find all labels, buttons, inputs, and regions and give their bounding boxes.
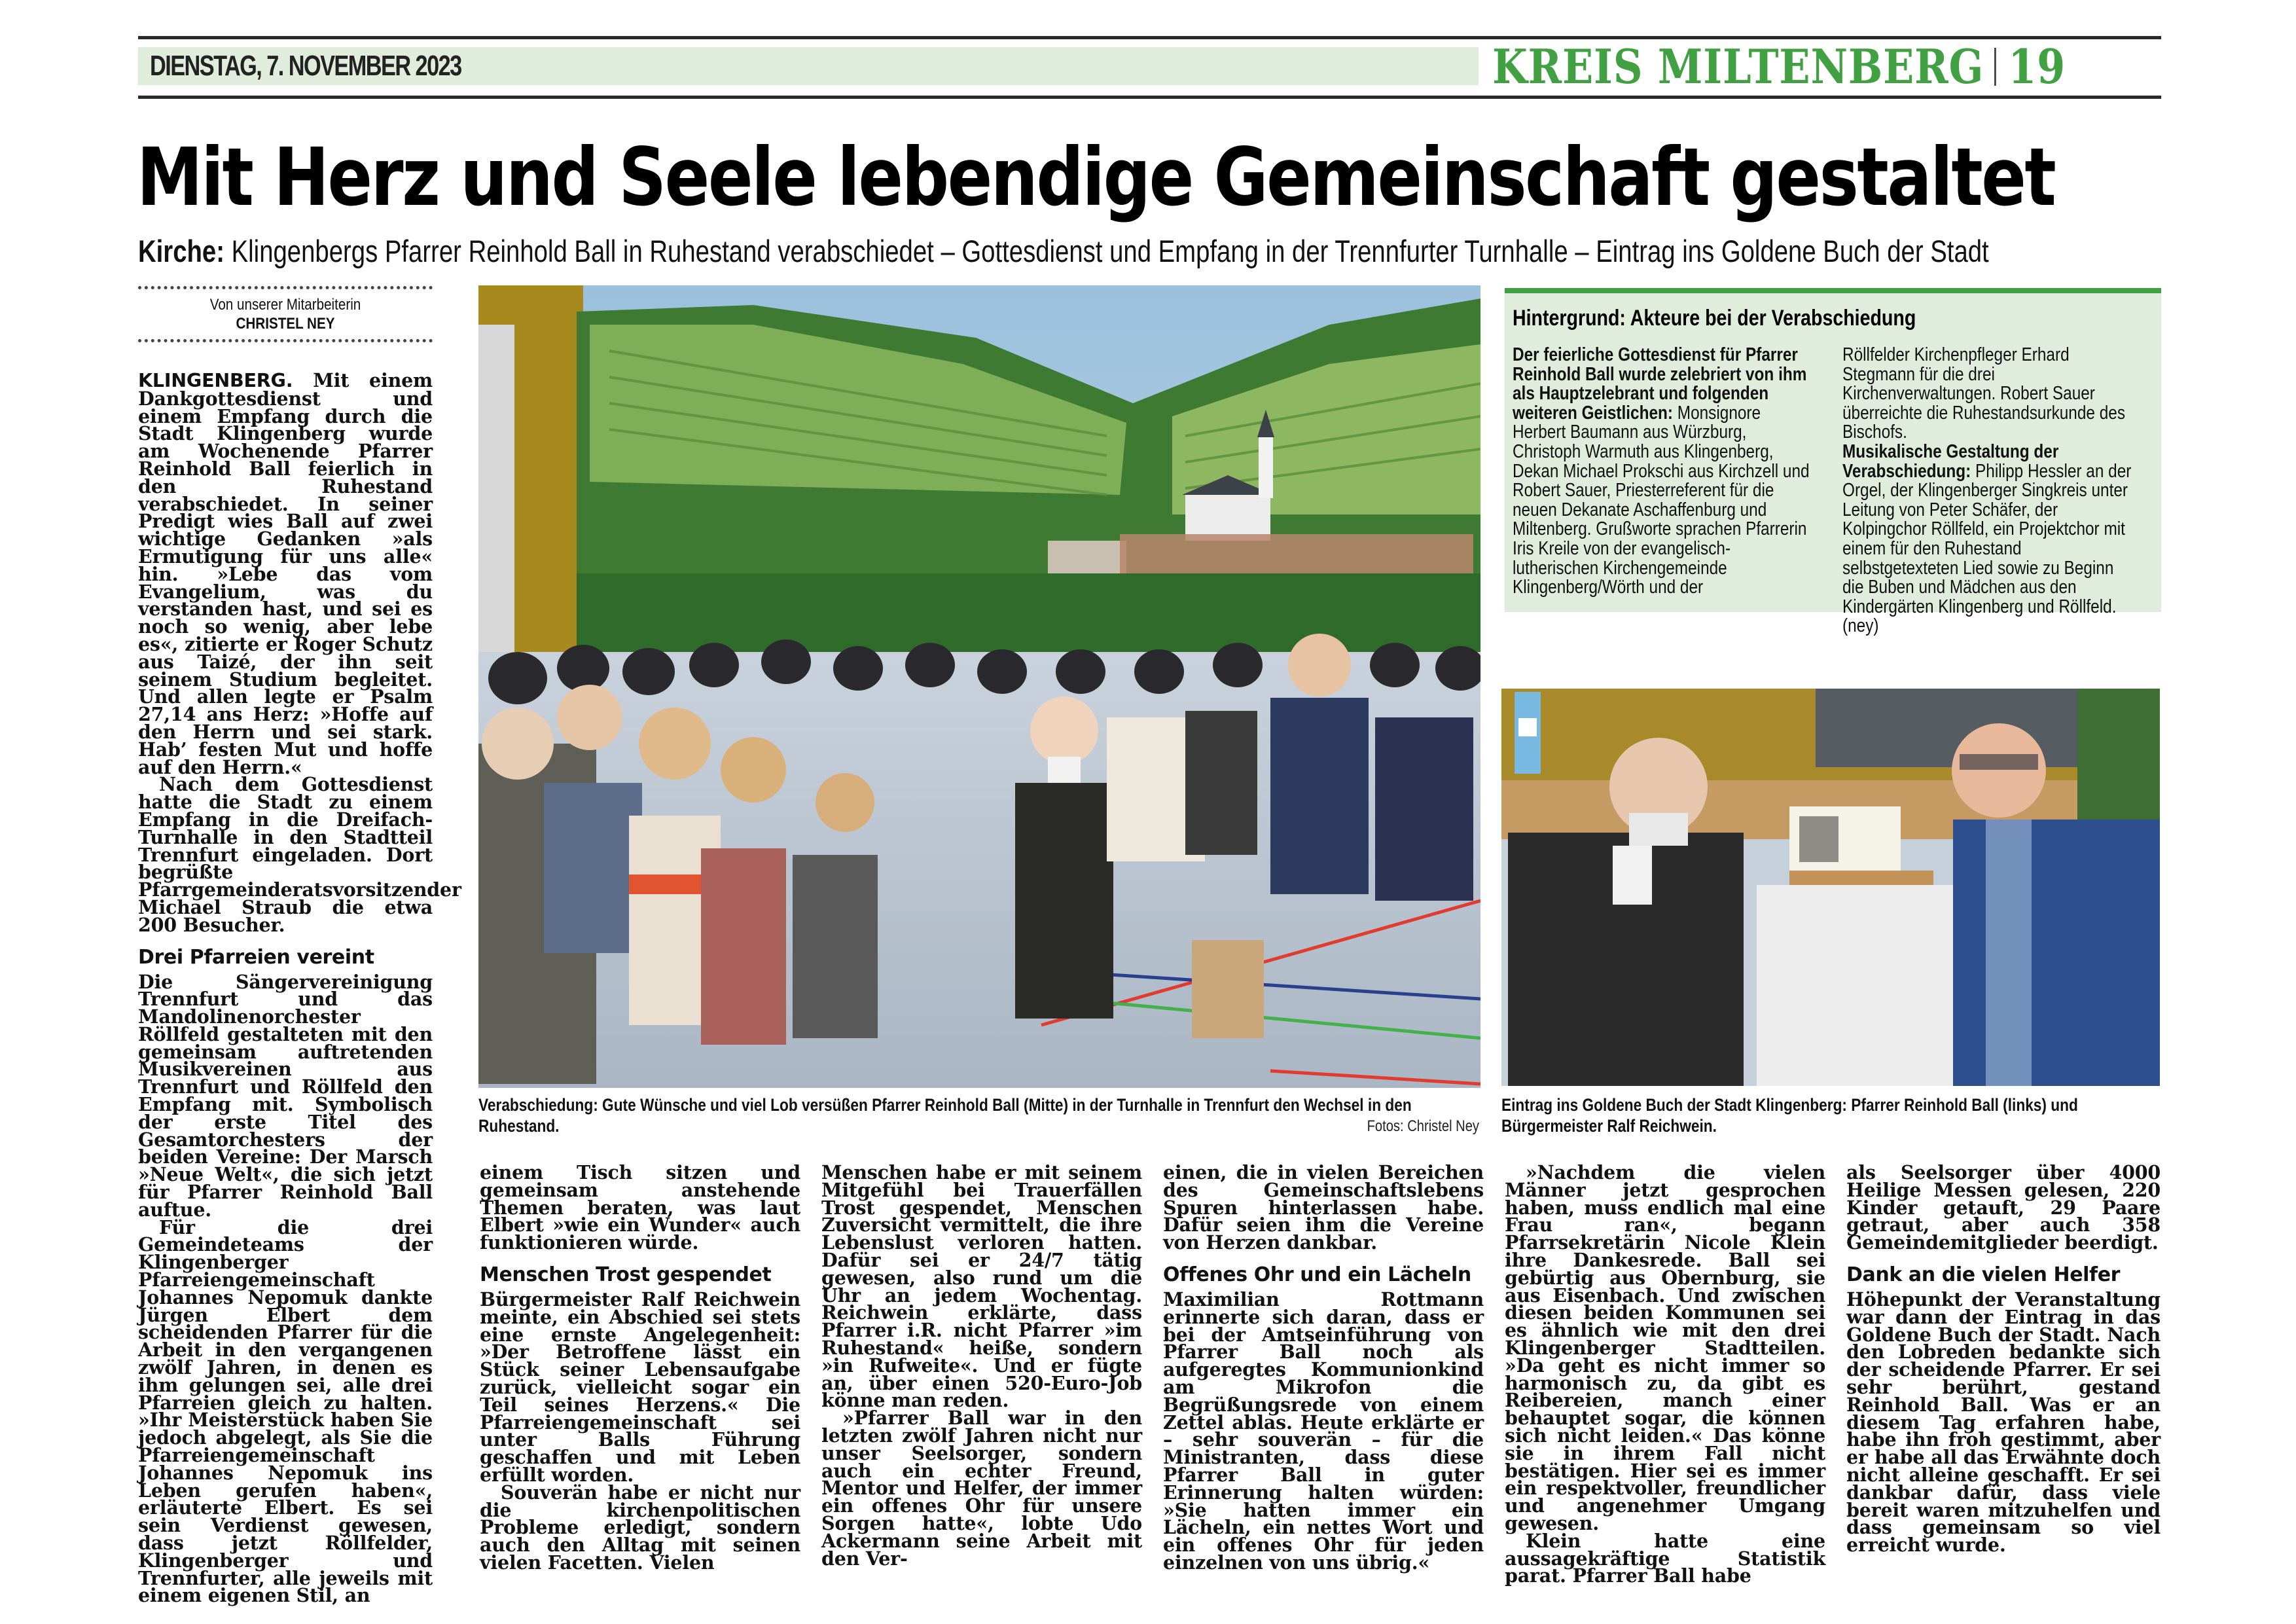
section-title: KREIS MILTENBERG — [1492, 39, 1984, 94]
dateline: KLINGENBERG. — [138, 370, 293, 391]
paragraph: Souverän habe er nicht nur die kirchenpolitischen Probleme erledigt, sondern auch den Alltag mit seinen vielen Facetten. Vielen — [480, 1481, 800, 1574]
paragraph — [138, 369, 433, 778]
audience-photo-illustration — [478, 285, 1480, 1088]
paragraph: einem Tisch sitzen und gemeinsam anstehende Themen beraten, was laut Elbert »wie ein Wunder« auch funktionieren würde. — [480, 1161, 800, 1254]
paragraph: Menschen habe er mit seinem Mitgefühl bei Trauerfällen Trost gespendet, Menschen Zuversicht vermittelt, die ihre Lebenslust verloren hatten. Dafür sei er 24/7 tätig gewesen, also rund um die Uhr an jedem Wochentag. Reichwein erklärte, dass Pfarrer i.R. nicht Pfarrer »im Ruhestand« heiße, sondern »in Rufweite«. Und er fügte an, über einen 520-Euro-Job könne man reden. — [821, 1161, 1142, 1412]
paragraph-text: Mit einem Dankgottesdienst und einem Empfang durch die Stadt Klingenberg wurde am Wochenende Pfarrer Reinhold Ball feierlich in den Ruhestand verabschiedet. In seiner Predigt wies Ball auf zwei wichtige Gedanken »als Ermutigung für uns alle« hin. »Lebe das vom Evangelium, was du verstanden hast, und sei es noch so wenig, aber lebe es«, zitierte er Roger Schutz aus Taizé, der ihn seit seinem Studium begleitet. Und allen legte er Psalm 27,14 ans Herz: »Hoffe auf den Herrn und sei stark. Hab’ festen Mut und hoffe auf den Herrn.« — [138, 369, 433, 778]
subheading: Dank an die vielen Helfer — [1846, 1263, 2121, 1286]
byline-author: CHRISTEL NEY — [236, 315, 335, 333]
page-number: 19 — [2008, 39, 2066, 94]
paragraph: »Nachdem die vielen Männer jetzt gesprochen haben, muss endlich mal eine Frau ran«, begann Pfarrsekretärin Nicole Klein ihre Dankesrede. Ball sei gebürtig aus Obernburg, sie aus Eisenbach. Und zwischen diesen beiden Kommunen sei es ähnlich wie mit den drei Klingenberger Stadtteilen. »Da geht es nicht immer so harmonisch zu, da gibt es Reibereien, manch einer behauptet sogar, die können sich nicht leiden.« Das könne sie in ihrem Fall nicht bestätigen. Hier sei es immer ein respektvoller, freundlicher und angenehmer Umgang gewesen. — [1505, 1161, 1825, 1534]
article-kicker: Kirche: — [138, 234, 224, 268]
paragraph: Höhepunkt der Veranstaltung war dann der Eintrag in das Goldene Buch der Stadt. Nach den Lobreden bedankte sich der scheidende Pfarrer. Er sei sehr berührt, gestand Reinhold Ball. Was er an diesem Tag erfahren habe, habe ihn froh gestimmt, aber er habe all das Erwähnte doch nicht alleine geschafft. Er sei dankbar dafür, dass viele bereit waren mitzuhelfen und dass gemeinsam so viel erreicht wurde. — [1846, 1288, 2161, 1557]
info-box-column-right — [1842, 346, 2140, 636]
article-headline: Mit Herz und Seele lebendige Gemeinschaft gestaltet — [137, 131, 2055, 224]
article-column-1 — [138, 369, 461, 1607]
paragraph: einen, die in vielen Bereichen des Gemeinschaftslebens Spuren hinterlassen habe. Dafür seien ihm die Vereine von Herzen dankbar. — [1163, 1161, 1484, 1254]
paragraph: Bürgermeister Ralf Reichwein meinte, ein Abschied sei stets eine ernste Angelegenheit: »Der Betroffene lässt ein Stück seiner Lebensaufgabe zurück, vielleicht sogar ein Teil seines Herzens.« Die Pfarreiengemeinschaft sei unter Balls Führung geschaffen und mit Leben erfüllt worden. — [480, 1288, 800, 1486]
section-header — [1492, 39, 2066, 94]
subheading: Menschen Trost gespendet — [480, 1263, 772, 1286]
paragraph: Für die drei Gemeindeteams der Klingenberger Pfarreiengemeinschaft Johannes Nepomuk dankte Jürgen Elbert dem scheidenden Pfarrer für die Arbeit in den vergangenen zwölf Jahren, in denen es ihm gelungen sei, alle drei Pfarreien gleich zu halten. »Ihr Meisterstück haben Sie jedoch abgelegt, als Sie die Pfarreiengemeinschaft Johannes Nepomuk ins Leben gerufen haben«, erläuterte Elbert. Es sei sein Verdienst gewesen, dass jetzt Röllfelder, Klingenberger und Trennfurter, alle jeweils mit einem eigenen Stil, an — [138, 1216, 433, 1607]
background-info-box — [1505, 288, 2161, 637]
info-box-text: Monsignore Herbert Baumann aus Würzburg, Christoph Warmuth aus Klingenberg, Dekan Michael Prokschi aus Kirchzell und Robert Sauer, Priesterreferent für die neuen Dekanate Aschaffenburg und Miltenberg. Grußworte sprachen Pfarrerin Iris Kreile von der evangelisch-lutherischen Kirchengemeinde Klingenberg/Wörth und der — [1513, 402, 1810, 598]
photo-credit: Fotos: Christel Ney — [1367, 1117, 1479, 1135]
subheading: Drei Pfarreien vereint — [138, 945, 374, 969]
byline-bottom-divider — [138, 339, 433, 342]
info-box-lead: Der feierliche Gottesdienst für Pfarrer Reinhold Ball wurde zelebriert von ihm als Hauptzelebrant und folgenden weiteren Geistlichen: — [1513, 344, 1807, 424]
info-box-text: Philipp Hessler an der Orgel, der Klingenberger Singkreis unter Leitung von Peter Schäfer, der Kolpingchor Röllfeld, ein Projektchor mit einem für den Ruhestand selbstgetexteten Lied sowie zu Beginn die Buben und Mädchen aus den Kindergärten Klingenberg und Röllfeld. (ney) — [1842, 460, 2132, 637]
subheading: Offenes Ohr und ein Lächeln — [1163, 1263, 1471, 1286]
article-column-5 — [1505, 1161, 1825, 1587]
paragraph: Klein hatte eine aussagekräftige Statistik parat. Pfarrer Ball habe — [1505, 1529, 1825, 1587]
paragraph: Nach dem Gottesdienst hatte die Stadt zu einem Empfang in die Dreifach-Turnhalle in den Stadtteil Trennfurt eingeladen. Dort begrüßte Pfarrgemeinderatsvorsitzender Michael Straub die etwa 200 Besucher. — [138, 773, 461, 936]
masthead-bottom-rule — [138, 96, 2161, 99]
golden-book-photo-caption: Eintrag ins Goldene Buch der Stadt Klingenberg: Pfarrer Reinhold Ball (links) und Bürgermeister Ralf Reichwein. — [1501, 1095, 2078, 1136]
paragraph: als Seelsorger über 4000 Heilige Messen gelesen, 220 Kinder getauft, 29 Paare getraut, aber auch 358 Gemeindemitglieder beerdigt. — [1846, 1161, 2161, 1254]
byline-prefix: Von unserer Mitarbeiterin — [209, 296, 361, 314]
golden-book-photo-illustration — [1501, 689, 2160, 1086]
issue-date: DIENSTAG, 7. NOVEMBER 2023 — [150, 50, 461, 82]
article-column-4 — [1163, 1161, 1484, 1574]
section-divider — [1994, 48, 1996, 86]
byline-top-divider — [138, 286, 433, 289]
article-column-3 — [821, 1161, 1142, 1570]
golden-book-photo — [1501, 689, 2160, 1086]
paragraph: Die Sängervereinigung Trennfurt und das Mandolinenorchester Röllfeld gestalteten mit den gemeinsam auftretenden Musikvereinen aus Trennfurt und Röllfeld den Empfang mit. Symbolisch der erste Titel des Gesamtorchesters der beiden Vereine: Der Marsch »Neue Welt«, die sich jetzt für Pfarrer Reinhold Ball auftue. — [138, 970, 433, 1221]
main-photo — [478, 285, 1480, 1088]
article-subheadline-text: Klingenbergs Pfarrer Reinhold Ball in Ruhestand verabschiedet – Gottesdienst und Empfang in der Trennfurter Turnhalle – Eintrag ins Goldene Buch der Stadt — [231, 234, 1989, 268]
article-column-6 — [1846, 1161, 2161, 1557]
article-column-2 — [480, 1161, 800, 1574]
paragraph: Maximilian Rottmann erinnerte sich daran, dass er bei der Amtseinführung von Pfarrer Ball noch als aufgeregtes Kommunionkind am Mikrofon die Begrüßungsrede von einem Zettel ablas. Heute erklärte er – sehr souverän – für die Ministranten, dass diese Pfarrer Ball in guter Erinnerung halten würden: »Sie hatten immer ein Lächeln, ein nettes Wort und ein offenes Ohr für jeden einzelnen von uns übrig.« — [1163, 1288, 1484, 1574]
info-box-column-left — [1513, 346, 1810, 598]
info-box-text: Röllfelder Kirchenpfleger Erhard Stegmann für die drei Kirchenverwaltungen. Robert Sauer überreichte die Ruhestandsurkunde des Bischofs. — [1842, 344, 2126, 443]
article-subheadline — [138, 230, 1989, 272]
paragraph: »Pfarrer Ball war in den letzten zwölf Jahren nicht nur unser Seelsorger, sondern auch ein echter Freund, Mentor und Helfer, der immer ein offenes Ohr für unsere Sorgen hatte«, lobte Udo Ackermann seine Arbeit mit den Ver- — [821, 1407, 1142, 1570]
info-box-lead: Musikalische Gestaltung der Verabschiedung: — [1842, 441, 2059, 482]
main-photo-caption: Verabschiedung: Gute Wünsche und viel Lob versüßen Pfarrer Reinhold Ball (Mitte) in der Turnhalle in Trennfurt den Wechsel in den Ruhestand. — [478, 1095, 1412, 1136]
info-box-title: Hintergrund: Akteure bei der Verabschiedung — [1513, 306, 1916, 331]
